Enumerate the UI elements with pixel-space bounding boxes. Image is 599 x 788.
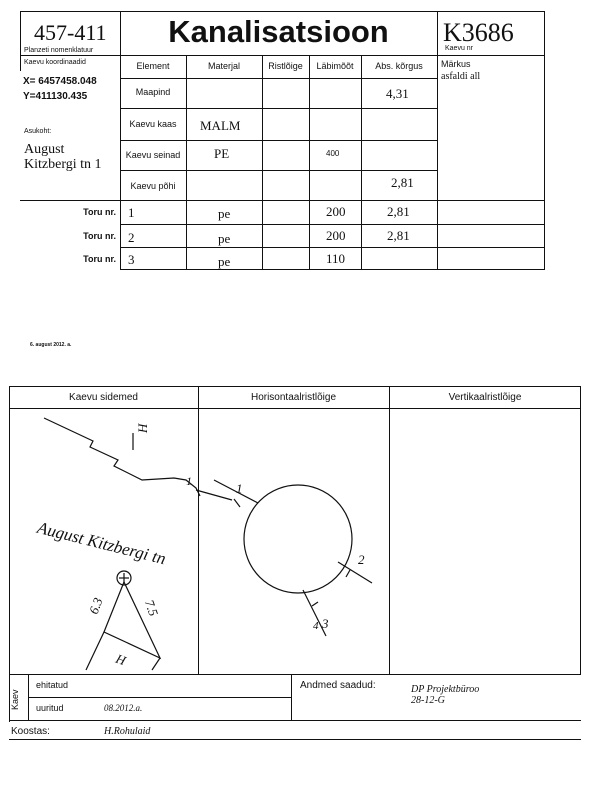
distance-right: 7.5	[141, 597, 162, 619]
street-label-handwritten: August Kitzbergi tn	[35, 518, 168, 569]
pipe1-nr: 1	[128, 205, 135, 220]
pipe3-diameter: 110	[326, 251, 346, 266]
nomenclature-value: 457-411	[34, 20, 107, 45]
pipe1-material: pe	[218, 206, 231, 221]
built-label: ehitatud	[36, 680, 69, 690]
pipe3-nr: 3	[128, 252, 135, 267]
col-header-abs-height: Abs. kõrgus	[375, 61, 423, 71]
sketch-col-connections: Kaevu sidemed	[69, 392, 138, 403]
pipe2-height: 2,81	[387, 228, 410, 243]
house-mark: H	[113, 650, 128, 669]
col-header-element: Element	[136, 61, 170, 71]
pipe1-mark: 1	[236, 481, 243, 496]
date-note: 6. august 2012. a.	[30, 342, 72, 348]
row-label-walls: Kaevu seinad	[125, 150, 181, 160]
lid-material: MALM	[200, 118, 241, 133]
author-label: Koostas:	[11, 726, 50, 737]
pipe2-label: Toru nr.	[83, 231, 116, 241]
pipe2-diameter: 200	[326, 228, 346, 243]
distance-left: 6.3	[85, 595, 106, 617]
pipe1-diameter: 200	[326, 204, 346, 219]
col-header-diameter: Läbimõõt	[316, 61, 354, 71]
row-label-ground: Maapind	[135, 87, 171, 97]
walls-diameter: 400	[326, 149, 340, 158]
address-label: Asukoht:	[24, 128, 52, 135]
data-from-value: DP Projektbüroo	[411, 684, 480, 695]
author-value: H.Rohulaid	[104, 726, 151, 737]
walls-material: PE	[214, 146, 230, 161]
well-number-label: Kaevu nr	[445, 45, 474, 52]
coordinate-x: X= 6457458.048	[23, 76, 97, 87]
pipe2-material: pe	[218, 231, 231, 246]
pipe2-mark: 2	[358, 552, 365, 567]
address-line1: August	[24, 142, 65, 157]
pipe1-label: Toru nr.	[83, 207, 116, 217]
data-from-code: 28-12-G	[411, 695, 445, 706]
pipe3-sub-mark: 4	[313, 620, 319, 632]
nomenclature-label: Planzeti nomenklatuur	[24, 47, 94, 54]
pipe3-label: Toru nr.	[83, 254, 116, 264]
col-header-material: Materjal	[207, 61, 240, 71]
pipe3-material: pe	[218, 254, 231, 269]
coordinates-label: Kaevu koordinaadid	[24, 59, 86, 66]
ground-height: 4,31	[386, 86, 409, 101]
sketch-col-horizontal: Horisontaalristlõige	[250, 392, 337, 403]
address-line2: Kitzbergi tn 1	[24, 157, 102, 172]
north-mark: H	[135, 423, 151, 433]
page-title: Kanalisatsioon	[168, 14, 389, 49]
row-label-lid: Kaevu kaas	[129, 119, 177, 129]
col-header-remark: Märkus	[441, 59, 471, 69]
pipe2-nr: 2	[128, 230, 135, 245]
data-from-label: Andmed saadud:	[300, 680, 376, 691]
col-header-cross-section: Ristlõige	[268, 61, 303, 71]
surveyed-label: uuritud	[36, 703, 64, 713]
pipe3-mark: 3	[322, 616, 329, 631]
coordinate-y: Y=411130.435	[23, 91, 88, 102]
pipe1-height: 2,81	[387, 204, 410, 219]
bottom-height: 2,81	[391, 175, 414, 190]
sketch-col-vertical: Vertikaalristlõige	[448, 392, 522, 403]
row-label-bottom: Kaevu põhi	[130, 181, 176, 191]
well-number: K3686	[443, 18, 514, 47]
surveyed-value: 08.2012.a.	[104, 703, 143, 713]
pipe1-mark-connections: 1	[186, 474, 192, 488]
remark-text: asfaldi all	[441, 71, 481, 82]
kaev-label: Kaev	[10, 689, 20, 710]
